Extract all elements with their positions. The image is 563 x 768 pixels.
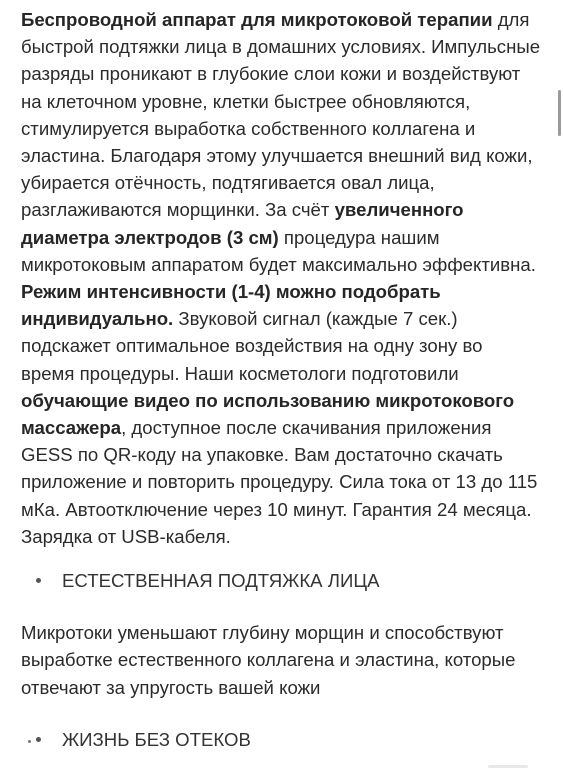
scrollbar[interactable]	[557, 0, 563, 768]
bullet-dot-icon	[36, 737, 41, 742]
benefit-title: ЖИЗНЬ БЕЗ ОТЕКОВ	[62, 728, 251, 750]
benefit-title: ЕСТЕСТВЕННАЯ ПОДТЯЖКА ЛИЦА	[62, 570, 380, 592]
scrollbar-thumb[interactable]	[558, 90, 561, 136]
description-bold-device: Беспроводной аппарат для микротоковой терапии	[21, 9, 493, 30]
benefit-text: Микротоки уменьшают глубину морщин и способствуют выработке естественного коллагена и эластина, которые отвечают за упругость вашей кожи	[21, 622, 516, 698]
bullet-dot-icon	[36, 578, 41, 583]
cut-off-mark	[28, 740, 31, 743]
description-bold-electrodes: увеличенного диаметра электродов (3 см)	[21, 199, 464, 248]
description-text-4: , доступное после скачивания приложения GESS по QR-коду на упаковке. Вам достаточно скачать приложение и повторить процедуру. Сила тока от 13 до 115 мКа. Автоотключение через 10 минут. Гарантия 24 месяца. Зарядка от USB-кабеля.	[21, 417, 538, 547]
description-text-2: процедура нашим микротоковым аппаратом будет максимально эффективна.	[21, 226, 536, 275]
description-bold-videos: обучающие видео по использованию микротокового массажера	[21, 389, 515, 439]
benefit-item-no-edema	[21, 726, 541, 753]
product-description	[21, 6, 541, 753]
description-paragraph	[21, 6, 541, 550]
description-text-3: Звуковой сигнал (каждые 7 сек.) подскажет оптимальное воздействия на одну зону во время процедуры. Наши косметологи подготовили	[21, 308, 483, 384]
description-bold-intensity: Режим интенсивности (1-4) можно подобрать индивидуально.	[21, 281, 441, 330]
description-text-1: для быстрой подтяжки лица в домашних условиях. Импульсные разряды проникают в глубокие слои кожи и воздействуют на клеточном уровне, клетки быстрее обновляются, стимулируется выработка собственного коллагена и эластина. Благодаря этому улучшается внешний вид кожи, убирается отёчность, подтягивается овал лица, разглаживаются морщинки. За счёт	[21, 9, 541, 221]
benefit-item-lifting	[21, 567, 541, 594]
